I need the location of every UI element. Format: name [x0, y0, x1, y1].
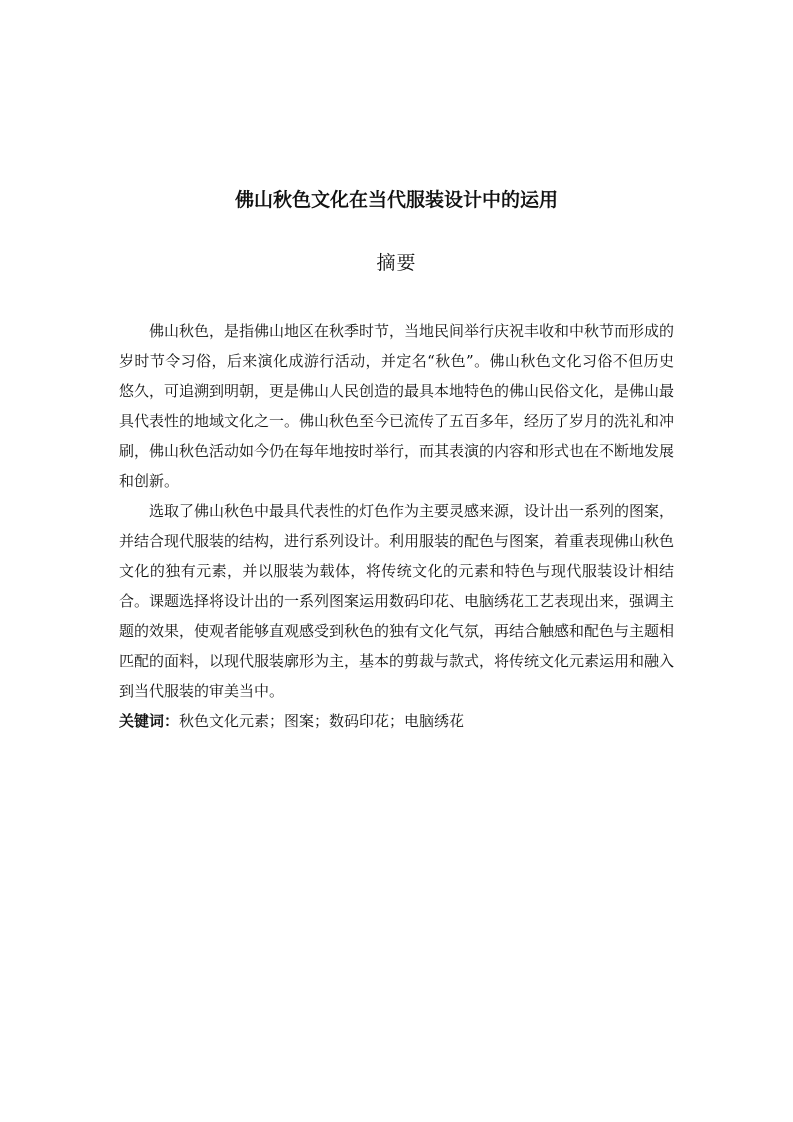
keywords-text: 秋色文化元素；图案；数码印花；电脑绣花 [179, 712, 465, 730]
abstract-paragraph-1: 佛山秋色，是指佛山地区在秋季时节，当地民间举行庆祝丰收和中秋节而形成的岁时节令习俗，后来演化成游行活动，并定名“秋色”。佛山秋色文化习俗不但历史悠久，可追溯到明朝，更是佛山人民创造的最具本地特色的佛山民俗文化，是佛山最具代表性的地域文化之一。佛山秋色至今已流传了五百多年，经历了岁月的洗礼和冲刷，佛山秋色活动如今仍在每年地按时举行，而其表演的内容和形式也在不断地发展和创新。 [119, 322, 675, 490]
keywords-line [119, 706, 674, 736]
keywords-label: 关键词： [119, 712, 180, 730]
abstract-heading: 摘要 [376, 252, 417, 274]
abstract-body [119, 316, 674, 736]
abstract-paragraph-2: 选取了佛山秋色中最具代表性的灯色作为主要灵感来源，设计出一系列的图案，并结合现代服装的结构，进行系列设计。利用服装的配色与图案，着重表现佛山秋色文化的独有元素，并以服装为载体，将传统文化的元素和特色与现代服装设计相结合。课题选择将设计出的一系列图案运用数码印花、电脑绣花工艺表现出来，强调主题的效果，使观者能够直观感受到秋色的独有文化气氛，再结合触感和配色与主题相匹配的面料，以现代服装廓形为主，基本的剪裁与款式，将传统文化元素运用和融入到当代服装的审美当中。 [119, 502, 675, 700]
document-title: 佛山秋色文化在当代服装设计中的运用 [234, 189, 558, 211]
